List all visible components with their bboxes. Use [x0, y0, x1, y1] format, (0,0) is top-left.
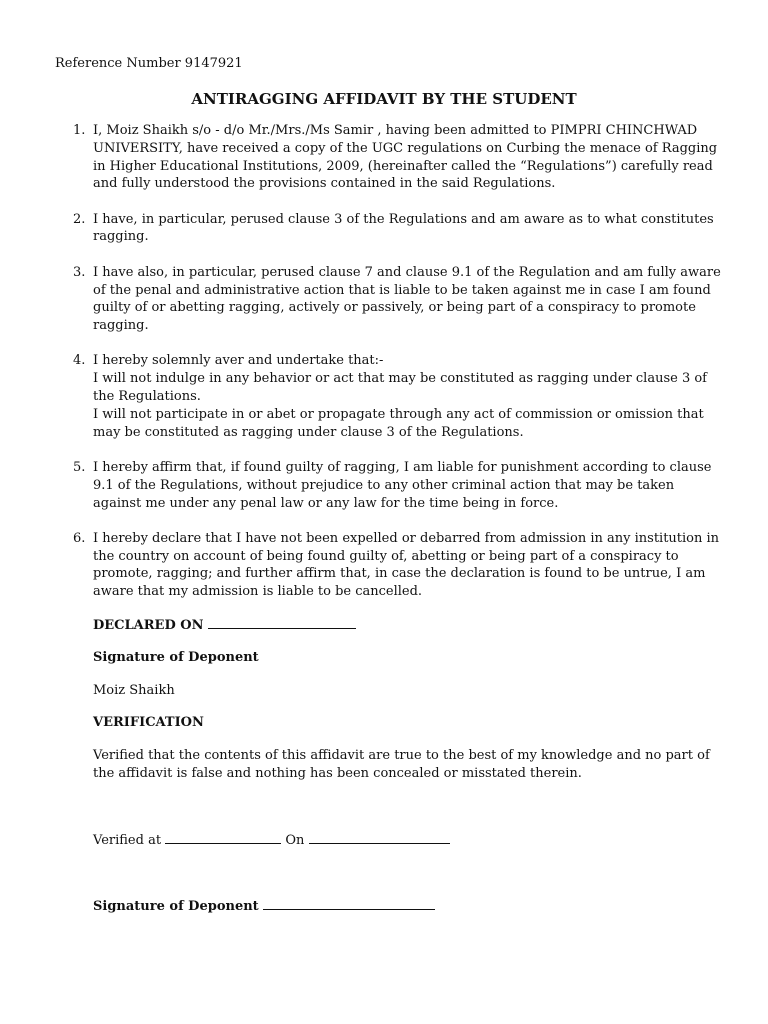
- clause-item: [0, 264, 721, 335]
- declared-on-line: [208, 616, 356, 629]
- clause-line: aware that my admission is liable to be cancelled.: [93, 584, 423, 600]
- clause-line: and fully understood the provisions contained in the said Regulations.: [93, 176, 556, 192]
- clause-line: the country on account of being found guilty of, abetting or being part of a conspiracy to: [93, 548, 679, 564]
- clause-item: [0, 122, 718, 193]
- clause-number: 3.: [73, 264, 86, 280]
- signature-label: Signature of Deponent: [93, 650, 259, 665]
- document-title: ANTIRAGGING AFFIDAVIT BY THE STUDENT: [191, 90, 577, 108]
- verified-at-label: Verified at: [93, 833, 162, 848]
- verified-on-label: On: [285, 833, 305, 848]
- clause-line: in Higher Educational Institutions, 2009, (hereinafter called the “Regulations”) carefully read: [93, 158, 713, 174]
- verified-at-line: [165, 831, 281, 844]
- clause-line: ragging.: [93, 229, 149, 245]
- clause-line: the Regulations.: [93, 389, 201, 405]
- final-signature-row: [93, 897, 435, 916]
- deponent-name: Moiz Shaikh: [93, 683, 175, 698]
- clause-line: I hereby affirm that, if found guilty of ragging, I am liable for punishment according to clause: [93, 459, 712, 475]
- clause-line: guilty of or abetting ragging, actively or passively, or being part of a conspiracy to promote: [93, 300, 696, 316]
- clause-line: I, Moiz Shaikh s/o - d/o Mr./Mrs./Ms Samir , having been admitted to PIMPRI CHINCHWAD: [93, 123, 698, 138]
- clause-line: may be constituted as ragging under clause 3 of the Regulations.: [93, 424, 524, 440]
- verified-at-row: [93, 831, 450, 850]
- clause-line: ragging.: [93, 318, 149, 334]
- clause-line: promote, ragging; and further affirm that, in case the declaration is found to be untrue, I am: [93, 566, 706, 582]
- clause-line: I will not indulge in any behavior or act that may be constituted as ragging under clause 3 of: [93, 371, 707, 387]
- final-signature-line: [263, 897, 435, 910]
- clause-line: against me under any penal law or any law for the time being in force.: [93, 495, 559, 511]
- clause-item: [0, 530, 720, 601]
- clause-number: 6.: [73, 530, 86, 546]
- declared-on-label: DECLARED ON: [93, 618, 204, 633]
- verified-on-line: [309, 831, 450, 844]
- clause-line: I have, in particular, perused clause 3 of the Regulations and am aware as to what constitutes: [93, 211, 714, 227]
- clause-line: I hereby solemnly aver and undertake that:-: [93, 353, 384, 369]
- declared-on-row: [93, 616, 356, 635]
- clause-line: I will not participate in or abet or propagate through any act of commission or omission that: [93, 406, 704, 422]
- clause-line: I hereby declare that I have not been expelled or debarred from admission in any institution in: [93, 530, 720, 546]
- clause-line: I have also, in particular, perused clause 7 and clause 9.1 of the Regulation and am fully aware: [93, 264, 721, 280]
- clause-line: 9.1 of the Regulations, without prejudice to any other criminal action that may be taken: [93, 477, 675, 493]
- clause-item: [0, 211, 714, 247]
- clause-item: [0, 459, 712, 512]
- clause-number: 1.: [73, 123, 86, 138]
- final-signature-label: Signature of Deponent: [93, 899, 259, 914]
- clause-line: UNIVERSITY, have received a copy of the UGC regulations on Curbing the menace of Ragging: [93, 140, 718, 156]
- clause-number: 4.: [73, 353, 86, 369]
- clause-line: of the penal and administrative action that is liable to be taken against me in case I am found: [93, 282, 711, 298]
- affidavit-clauses: [0, 122, 768, 619]
- verification-line: Verified that the contents of this affidavit are true to the best of my knowledge and no part of: [93, 748, 710, 763]
- clause-number: 5.: [73, 459, 86, 475]
- verification-heading: VERIFICATION: [93, 715, 204, 730]
- clause-number: 2.: [73, 211, 86, 227]
- verification-text: [93, 747, 710, 783]
- reference-number: Reference Number 9147921: [55, 56, 243, 71]
- verification-line: the affidavit is false and nothing has been concealed or misstated therein.: [93, 765, 582, 781]
- clause-item: [0, 352, 708, 441]
